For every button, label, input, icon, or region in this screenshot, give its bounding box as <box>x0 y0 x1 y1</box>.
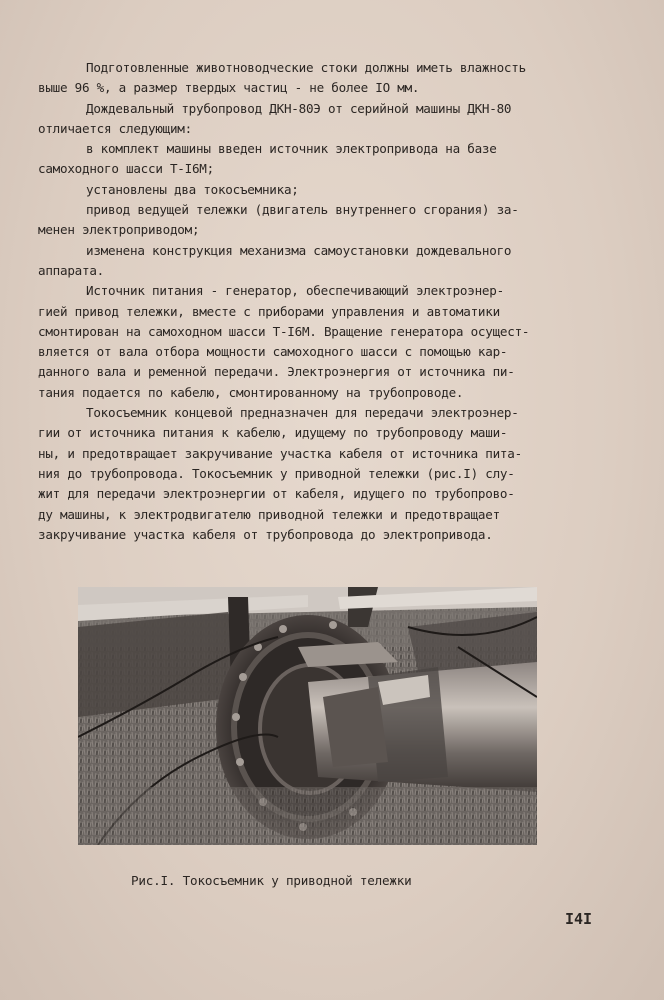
text-line: Источник питания - генератор, обеспечивающий электроэнер- <box>86 283 504 299</box>
body-text <box>38 58 604 545</box>
page-number: I4I <box>565 910 593 928</box>
text-line: аппарата. <box>38 262 104 278</box>
text-line: Подготовленные животноводческие стоки должны иметь влажность <box>86 60 526 75</box>
paragraph-8 <box>38 403 604 545</box>
text-line: гии от источника питания к кабелю, идущему по трубопроводу маши- <box>38 425 508 441</box>
paragraph-2 <box>38 99 604 140</box>
text-line: менен электроприводом; <box>38 222 200 238</box>
text-line: изменена конструкция механизма самоустановки дождевального <box>86 242 512 258</box>
text-line: тания подается по кабелю, смонтированному на трубопроводе. <box>38 384 464 400</box>
text-line: Токосъемник концевой предназначен для передачи электроэнер- <box>86 405 519 421</box>
text-line: выше 96 %, а размер твердых частиц - не более IO мм. <box>38 80 420 96</box>
paragraph-4 <box>84 180 604 200</box>
text-line: ду машины, к электродвигателю приводной тележки и предотвращает <box>38 506 500 522</box>
text-line: жит для передачи электроэнергии от кабеля, идущего по трубопрово- <box>38 486 515 502</box>
text-line: Дождевальный трубопровод ДКН-80Э от серийной машины ДКН-80 <box>86 100 512 116</box>
paragraph-1 <box>38 58 604 99</box>
text-line: установлены два токосъемника; <box>86 181 299 197</box>
text-line: данного вала и ременной передачи. Электроэнергия от источника пи- <box>38 364 515 380</box>
paragraph-3 <box>38 139 604 180</box>
text-line: отличается следующим: <box>38 120 192 136</box>
text-line: привод ведущей тележки (двигатель внутреннего сгорания) за- <box>86 202 519 218</box>
text-line: ния до трубопровода. Токосъемник у приводной тележки (рис.I) слу- <box>38 465 515 481</box>
text-line: самоходного шасси Т-I6М; <box>38 161 214 177</box>
text-line: смонтирован на самоходном шасси Т-I6М. Вращение генератора осущест- <box>38 323 530 339</box>
text-line: в комплект машины введен источник электропривода на базе <box>86 141 497 157</box>
paragraph-5 <box>38 200 604 241</box>
text-line: закручивание участка кабеля от трубопровода до электропривода. <box>38 526 493 542</box>
current-collector-photo <box>78 587 537 845</box>
figure-caption: Рис.I. Токосъемник у приводной тележки <box>131 873 412 888</box>
text-line: вляется от вала отбора мощности самоходного шасси с помощью кар- <box>38 344 508 360</box>
text-line: гией привод тележки, вместе с приборами управления и автоматики <box>38 303 500 319</box>
figure-photo <box>78 587 537 845</box>
text-line: ны, и предотвращает закручивание участка кабеля от источника пита- <box>38 445 522 461</box>
paragraph-6 <box>38 241 604 282</box>
paragraph-7 <box>38 281 604 403</box>
